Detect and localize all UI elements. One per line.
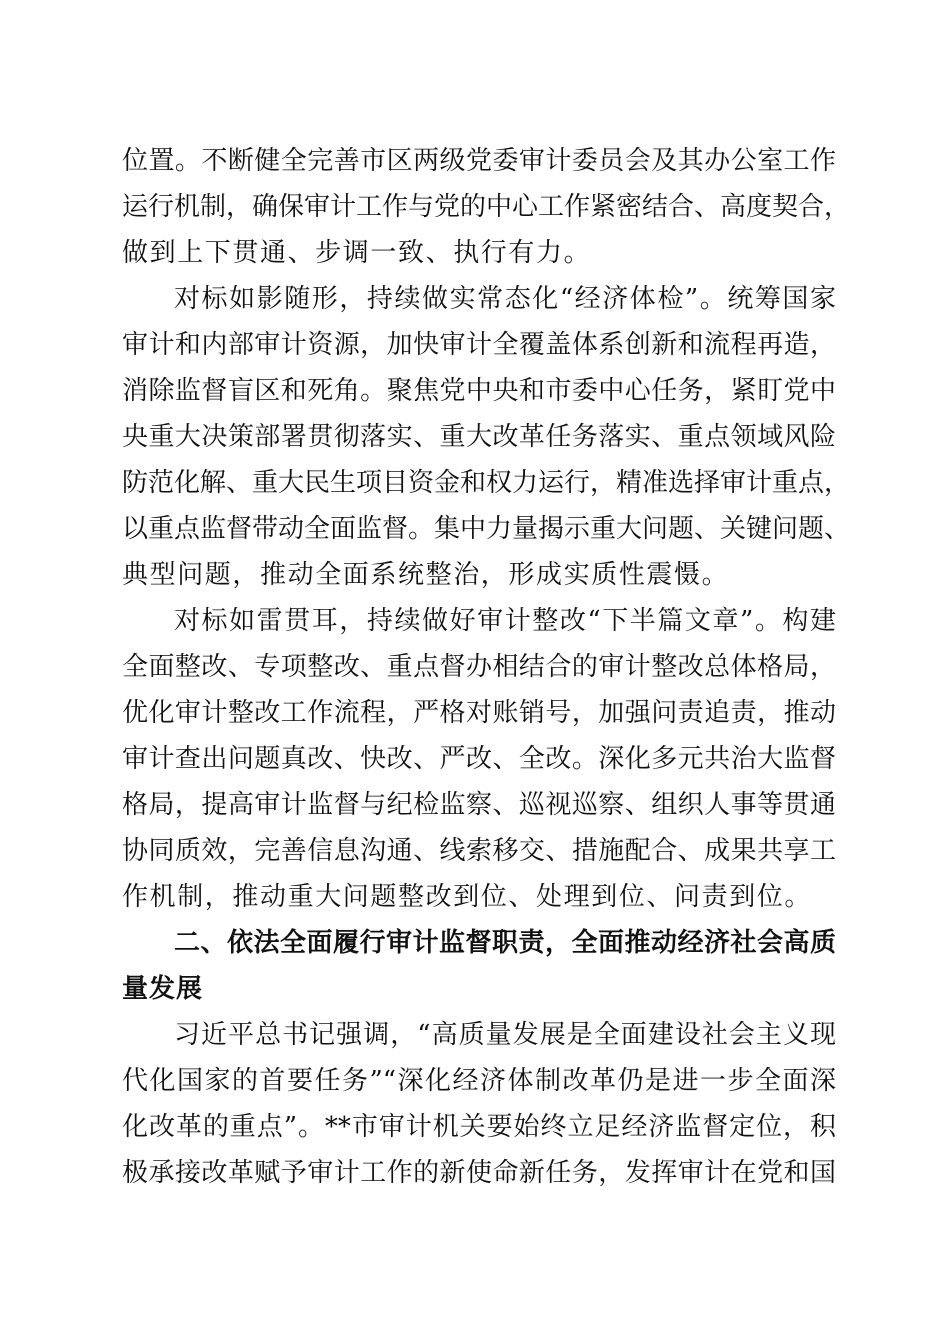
section-heading: 二、依法全面履行审计监督职责，全面推动经济社会高质 xyxy=(174,928,836,958)
paragraph-line: 审计查出问题真改、快改、严改、全改。深化多元共治大监督 xyxy=(122,744,836,774)
paragraph-line: 代化国家的首要任务”“深化经济体制改革仍是进一步全面深 xyxy=(122,1066,836,1096)
paragraph-line: 对标如影随形，持续做实常态化“经济体检”。统筹国家 xyxy=(174,284,836,314)
paragraph-line: 以重点监督带动全面监督。集中力量揭示重大问题、关键问题、 xyxy=(122,514,851,544)
paragraph-line: 央重大决策部署贯彻落实、重大改革任务落实、重点领域风险 xyxy=(122,422,836,452)
paragraph-line: 消除监督盲区和死角。聚焦党中央和市委中心任务，紧盯党中 xyxy=(122,376,836,406)
paragraph-line: 作机制，推动重大问题整改到位、处理到位、问责到位。 xyxy=(122,882,813,912)
paragraph-line: 格局，提高审计监督与纪检监察、巡视巡察、组织人事等贯通 xyxy=(122,790,836,820)
paragraph-line: 全面整改、专项整改、重点督办相结合的审计整改总体格局， xyxy=(122,652,836,682)
paragraph-line: 运行机制，确保审计工作与党的中心工作紧密结合、高度契合， xyxy=(122,192,851,222)
paragraph-line: 防范化解、重大民生项目资金和权力运行，精准选择审计重点， xyxy=(122,468,851,498)
paragraph-line: 做到上下贯通、步调一致、执行有力。 xyxy=(122,238,592,268)
paragraph-line: 协同质效，完善信息沟通、线索移交、措施配合、成果共享工 xyxy=(122,836,836,866)
paragraph-line: 审计和内部审计资源，加快审计全覆盖体系创新和流程再造， xyxy=(122,330,836,360)
paragraph-line: 典型问题，推动全面系统整治，形成实质性震慑。 xyxy=(122,560,730,590)
paragraph-line: 极承接改革赋予审计工作的新使命新任务，发挥审计在党和国 xyxy=(122,1158,836,1188)
paragraph-line: 化改革的重点”。**市审计机关要始终立足经济监督定位，积 xyxy=(122,1112,836,1142)
section-heading: 量发展 xyxy=(122,974,204,1004)
paragraph-line: 优化审计整改工作流程，严格对账销号，加强问责追责，推动 xyxy=(122,698,836,728)
paragraph-line: 位置。不断健全完善市区两级党委审计委员会及其办公室工作 xyxy=(122,146,836,176)
paragraph-line: 对标如雷贯耳，持续做好审计整改“下半篇文章”。构建 xyxy=(174,606,836,636)
paragraph-line: 习近平总书记强调，“高质量发展是全面建设社会主义现 xyxy=(174,1020,836,1050)
